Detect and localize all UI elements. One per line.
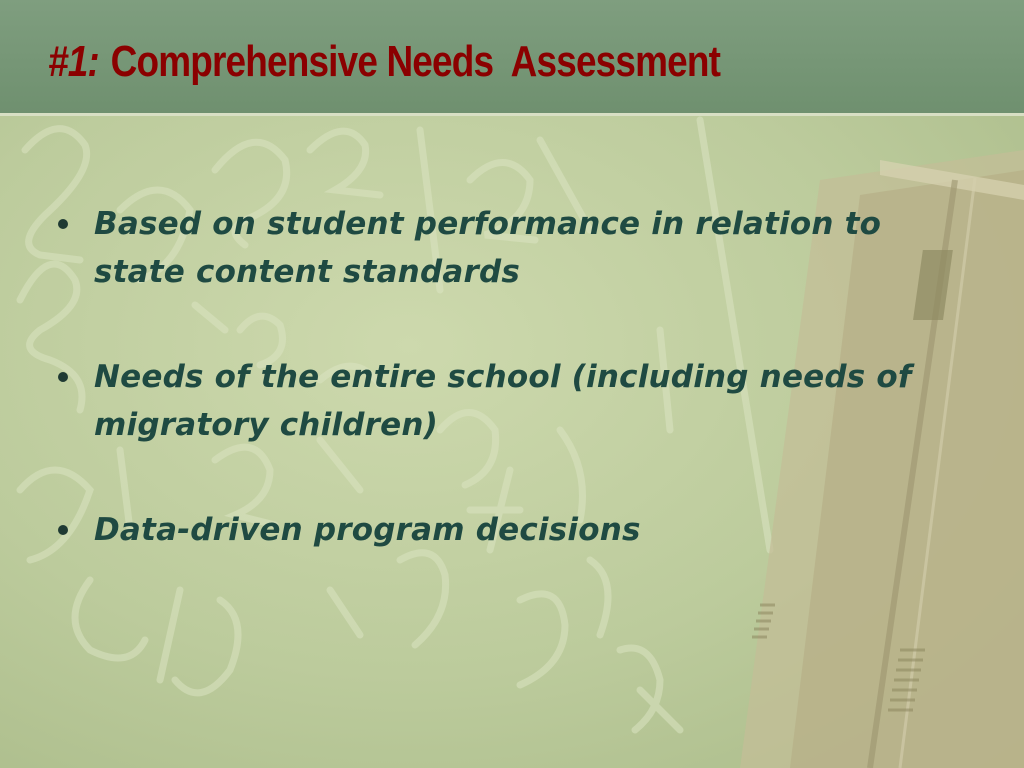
bullet-list bbox=[58, 200, 938, 611]
bullet-icon bbox=[58, 219, 68, 229]
title-divider bbox=[0, 113, 1024, 116]
bullet-icon bbox=[58, 525, 68, 535]
slide-title bbox=[48, 34, 720, 90]
slide-title-text: Comprehensive Needs Assessment bbox=[110, 37, 721, 86]
slide-title-number: #1: bbox=[48, 37, 99, 86]
bullet-item bbox=[58, 200, 938, 296]
bullet-text: Data-driven program decisions bbox=[94, 512, 641, 548]
bullet-icon bbox=[58, 372, 68, 382]
bullet-item bbox=[58, 353, 938, 449]
bullet-item bbox=[58, 506, 938, 554]
bullet-text: Based on student performance in relation to state content standards bbox=[94, 206, 882, 290]
bullet-text: Needs of the entire school (including needs of migratory children) bbox=[94, 359, 912, 443]
